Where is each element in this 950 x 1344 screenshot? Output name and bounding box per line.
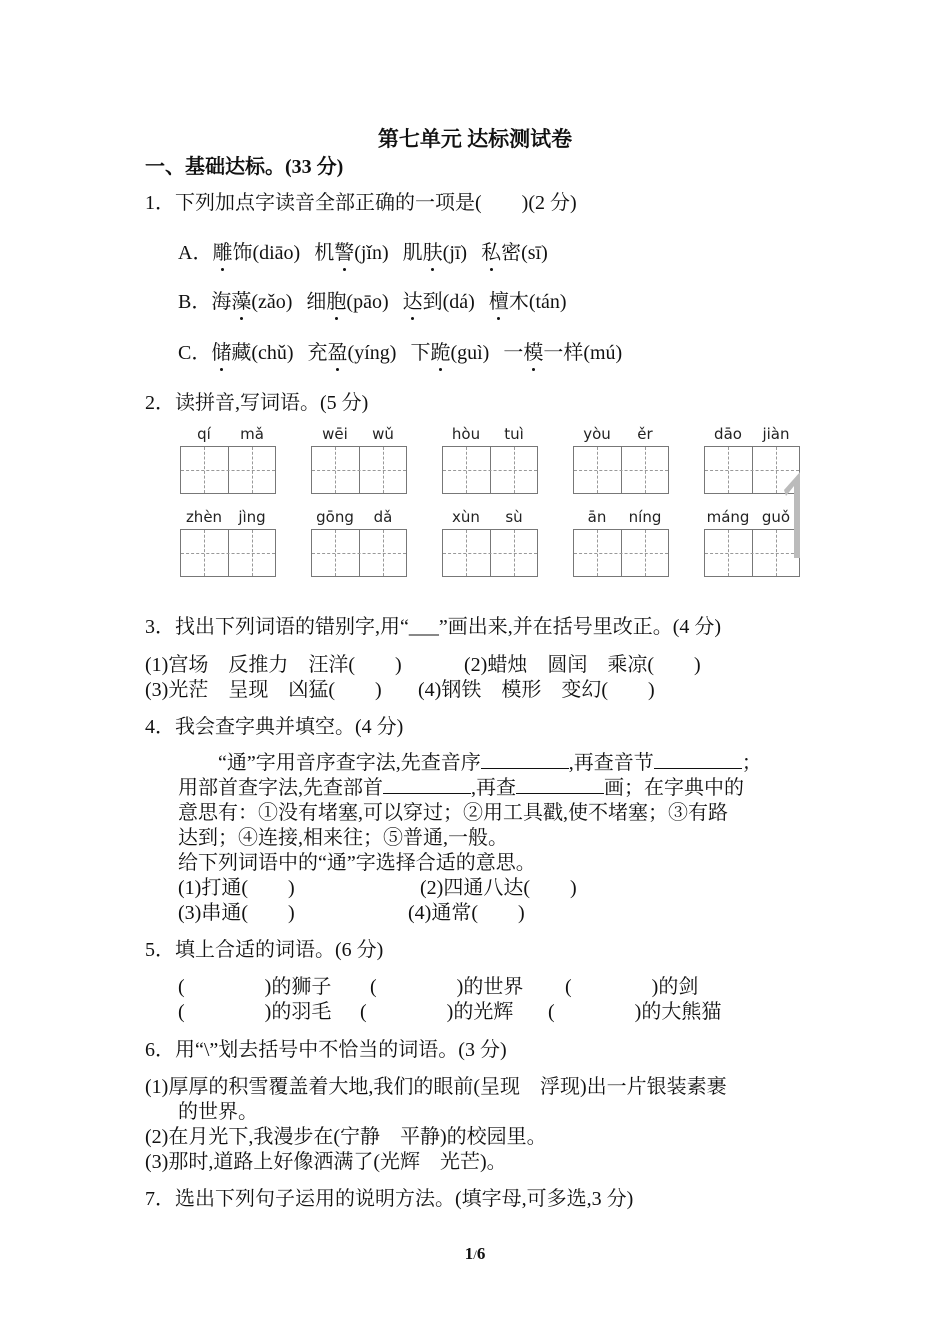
pinyin-label: wēi (322, 425, 348, 443)
q5-blank-4: ( )的羽毛 (178, 1001, 332, 1023)
option-word: 一模一样(mú) (503, 342, 622, 364)
q4-paragraph-line-3: 意思有：①没有堵塞,可以穿过；②用工具戳,使不堵塞；③有路 (178, 802, 728, 824)
pinyin-label: jiàn (762, 425, 790, 443)
pinyin-label: dāo (714, 425, 742, 443)
q4-answer-2: (2)四通八达( ) (420, 877, 577, 899)
q5-blank-6: ( )的大熊猫 (548, 1001, 722, 1023)
dotted-char: 私 (481, 236, 501, 265)
question-7-stem: 7．选出下列句子运用的说明方法。(填字母,可多选,3 分) (145, 1188, 634, 1210)
option-word: 檀木(tán) (489, 291, 567, 313)
writing-grid[interactable] (180, 446, 276, 494)
dotted-char: 肤 (423, 236, 443, 265)
q1-option-c[interactable] (178, 336, 622, 365)
option-label: A． (178, 242, 213, 264)
writing-grid[interactable] (442, 446, 538, 494)
underline-sample: ___ (408, 616, 439, 638)
q4-paragraph-line-2: 用部首查字法,先查部首 ,再查 画；在字典中的 (178, 777, 744, 799)
blank-yinjie[interactable] (654, 768, 742, 769)
option-word: 细胞(pāo) (306, 291, 388, 313)
pinyin-label: wǔ (372, 425, 394, 443)
q6-sentence-1-cont: 的世界。 (178, 1101, 258, 1123)
page-number: 1/6 (464, 1244, 486, 1263)
question-1-stem: 1．下列加点字读音全部正确的一项是( )(2 分) (145, 192, 577, 214)
option-word: 海藻(zǎo) (211, 291, 292, 313)
pinyin-label: ěr (637, 425, 653, 443)
pinyin-label: sù (505, 508, 523, 526)
dotted-char: 模 (523, 336, 543, 365)
pinyin-label: ān (587, 508, 607, 526)
dotted-char: 跪 (430, 336, 450, 365)
pinyin-label: yòu (583, 425, 611, 443)
q1-option-a[interactable] (178, 236, 548, 265)
writing-grid[interactable] (311, 529, 407, 577)
blank-yinxu[interactable] (481, 768, 569, 769)
pinyin-label: xùn (452, 508, 480, 526)
blank-bushou[interactable] (383, 793, 471, 794)
dotted-char: 达 (403, 285, 423, 314)
q4-paragraph-line-4: 达到；④连接,相来往；⑤普通,一般。 (178, 827, 508, 849)
option-label: C． (178, 342, 212, 364)
writing-grid[interactable] (180, 529, 276, 577)
q4-instruction: 给下列词语中的“通”字选择合适的意思。 (178, 852, 536, 874)
dotted-char: 警 (334, 236, 354, 265)
dotted-char: 藻 (231, 285, 251, 314)
pinyin-label: jìng (238, 508, 266, 526)
q5-blank-5: ( )的光辉 (360, 1001, 514, 1023)
q6-sentence-3: (3)那时,道路上好像洒满了(光辉 光芒)。 (145, 1151, 507, 1173)
question-5-stem: 5．填上合适的词语。(6 分) (145, 939, 384, 961)
option-word: 储藏(chǔ) (211, 342, 293, 364)
q3-item-3: (3)光茫 呈现 凶猛( ) (145, 679, 382, 701)
option-word: 私密(sī) (481, 242, 548, 264)
q4-answer-3: (3)串通( ) (178, 902, 295, 924)
q5-blank-3: ( )的剑 (565, 976, 699, 998)
writing-grid[interactable] (573, 529, 669, 577)
q3-item-1: (1)宫场 反推力 汪洋( ) (145, 654, 402, 676)
writing-grid[interactable] (442, 529, 538, 577)
dotted-char: 檀 (489, 285, 509, 314)
pinyin-label: mǎ (240, 425, 264, 443)
option-word: 达到(dá) (403, 291, 475, 313)
option-word: 雕饰(diāo) (212, 242, 300, 264)
pinyin-label: hòu (451, 425, 481, 443)
dotted-char: 雕 (212, 236, 232, 265)
decorative-stroke (782, 470, 802, 560)
q3-item-4: (4)钢铁 模形 变幻( ) (418, 679, 655, 701)
q6-sentence-2: (2)在月光下,我漫步在(宁静 平静)的校园里。 (145, 1126, 547, 1148)
writing-grid[interactable] (311, 446, 407, 494)
pinyin-label: qí (197, 425, 211, 443)
dotted-char: 储 (211, 336, 231, 365)
q1-option-b[interactable] (178, 285, 567, 314)
blank-huashu[interactable] (516, 793, 604, 794)
q4-answer-1: (1)打通( ) (178, 877, 295, 899)
pinyin-label: gōng (316, 508, 354, 526)
question-4-stem: 4．我会查字典并填空。(4 分) (145, 716, 404, 738)
writing-grid[interactable] (573, 446, 669, 494)
option-word: 下跪(guì) (410, 342, 489, 364)
pinyin-label: dǎ (373, 508, 393, 526)
q4-paragraph-line-1: “通”字用音序查字法,先查音序 ,再查音节 ； (218, 752, 762, 774)
dotted-char: 胞 (326, 285, 346, 314)
q6-sentence-1: (1)厚厚的积雪覆盖着大地,我们的眼前(呈现 浮现)出一片银装素裹 (145, 1076, 727, 1098)
dotted-char: 盈 (328, 336, 348, 365)
section-heading: 一、基础达标。(33 分) (145, 156, 344, 178)
question-6-stem: 6．用“\”划去括号中不恰当的词语。(3 分) (145, 1039, 507, 1061)
pinyin-label: zhèn (185, 508, 223, 526)
option-word: 充盈(yíng) (308, 342, 397, 364)
question-2-stem: 2．读拼音,写词语。(5 分) (145, 392, 369, 414)
q3-item-2: (2)蜡烛 圆闰 乘凉( ) (464, 654, 701, 676)
pinyin-label: tuì (504, 425, 524, 443)
pinyin-label: níng (628, 508, 662, 526)
option-word: 肌肤(jī) (403, 242, 467, 264)
q4-answer-4: (4)通常( ) (408, 902, 525, 924)
pinyin-label: máng (706, 508, 750, 526)
page-title: 第七单元 达标测试卷 (377, 127, 573, 151)
pinyin-label: guǒ (761, 508, 791, 526)
q5-blank-1: ( )的狮子 (178, 976, 332, 998)
question-3-stem: 3．找出下列词语的错别字,用“___”画出来,并在括号里改正。(4 分) (145, 616, 722, 638)
option-label: B． (178, 291, 212, 313)
q5-blank-2: ( )的世界 (370, 976, 524, 998)
option-word: 机警(jǐn) (314, 242, 388, 264)
